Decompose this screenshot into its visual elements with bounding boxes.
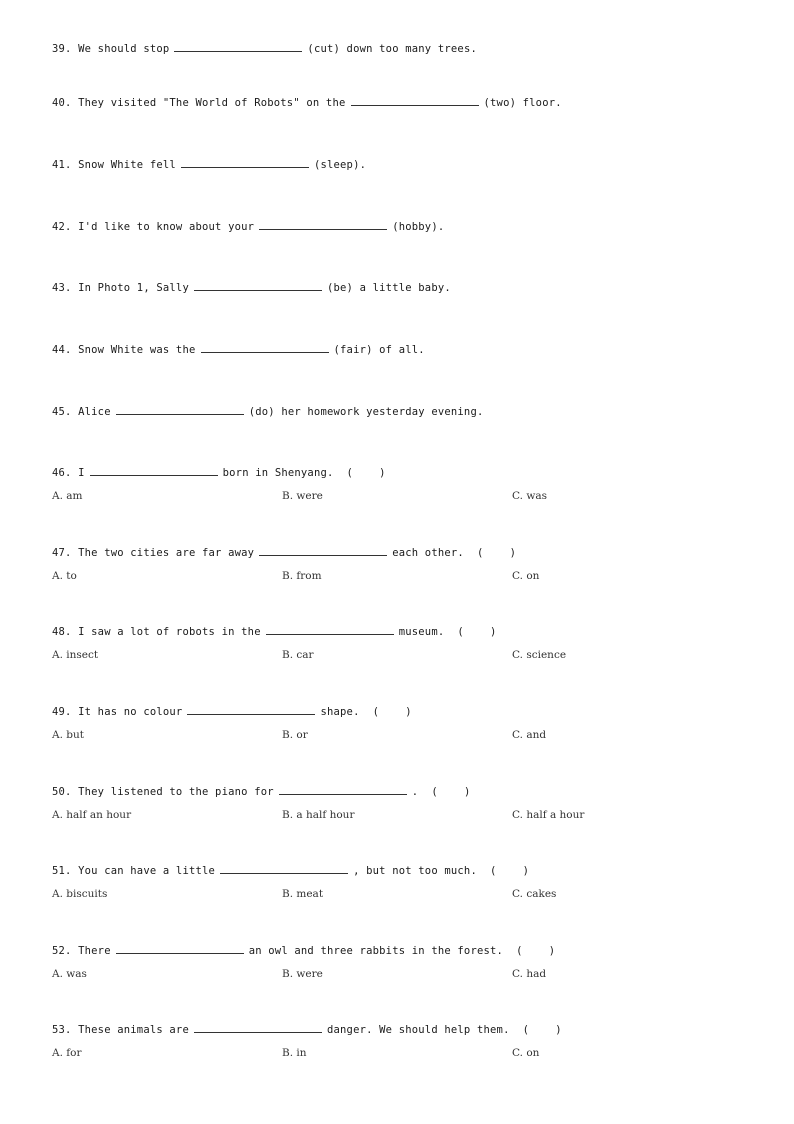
answer-blank[interactable] (351, 94, 479, 106)
answer-blank[interactable] (174, 40, 302, 52)
answer-blank[interactable] (116, 942, 244, 954)
question-44: 44. Snow White was the (fair) of all. (52, 341, 425, 357)
answer-blank[interactable] (187, 703, 315, 715)
option-b[interactable]: B. a half hour (282, 809, 355, 821)
options-52 (52, 968, 752, 982)
answer-blank[interactable] (279, 783, 407, 795)
option-b[interactable]: B. were (282, 968, 323, 980)
question-50: 50. They listened to the piano for . ( ) (52, 783, 470, 799)
option-a[interactable]: A. for (52, 1047, 82, 1059)
question-46: 46. I born in Shenyang. ( ) (52, 464, 386, 480)
question-51: 51. You can have a little , but not too much. ( ) (52, 862, 529, 878)
answer-blank[interactable] (194, 279, 322, 291)
option-a[interactable]: A. biscuits (52, 888, 108, 900)
options-47 (52, 570, 752, 584)
option-a[interactable]: A. am (52, 490, 83, 502)
question-48: 48. I saw a lot of robots in the museum. ( ) (52, 623, 497, 639)
answer-blank[interactable] (194, 1021, 322, 1033)
question-52: 52. There an owl and three rabbits in the forest. ( ) (52, 942, 555, 958)
question-43: 43. In Photo 1, Sally (be) a little baby. (52, 279, 451, 295)
answer-blank[interactable] (259, 544, 387, 556)
answer-blank[interactable] (116, 403, 244, 415)
option-c[interactable]: C. and (512, 729, 547, 741)
option-b[interactable]: B. or (282, 729, 308, 741)
option-c[interactable]: C. cakes (512, 888, 557, 900)
option-b[interactable]: B. in (282, 1047, 307, 1059)
option-c[interactable]: C. had (512, 968, 547, 980)
option-b[interactable]: B. from (282, 570, 322, 582)
option-a[interactable]: A. to (52, 570, 77, 582)
answer-blank[interactable] (266, 623, 394, 635)
answer-blank[interactable] (90, 464, 218, 476)
options-49 (52, 729, 752, 743)
option-a[interactable]: A. was (52, 968, 87, 980)
question-49: 49. It has no colour shape. ( ) (52, 703, 412, 719)
option-c[interactable]: C. on (512, 570, 540, 582)
option-c[interactable]: C. science (512, 649, 567, 661)
answer-blank[interactable] (201, 341, 329, 353)
question-40: 40. They visited "The World of Robots" on the (two) floor. (52, 94, 562, 110)
answer-blank[interactable] (220, 862, 348, 874)
question-45: 45. Alice (do) her homework yesterday evening. (52, 403, 484, 419)
option-b[interactable]: B. car (282, 649, 314, 661)
question-41: 41. Snow White fell (sleep). (52, 156, 366, 172)
answer-blank[interactable] (181, 156, 309, 168)
option-c[interactable]: C. was (512, 490, 547, 502)
question-53: 53. These animals are danger. We should help them. ( ) (52, 1021, 562, 1037)
question-47: 47. The two cities are far away each other. ( ) (52, 544, 516, 560)
answer-blank[interactable] (259, 218, 387, 230)
option-a[interactable]: A. but (52, 729, 84, 741)
option-b[interactable]: B. were (282, 490, 323, 502)
options-48 (52, 649, 752, 663)
question-39: 39. We should stop (cut) down too many trees. (52, 40, 477, 56)
option-c[interactable]: C. half a hour (512, 809, 585, 821)
option-a[interactable]: A. half an hour (52, 809, 132, 821)
options-53 (52, 1047, 752, 1061)
options-46 (52, 490, 752, 504)
option-a[interactable]: A. insect (52, 649, 99, 661)
option-c[interactable]: C. on (512, 1047, 540, 1059)
options-50 (52, 809, 752, 823)
options-51 (52, 888, 752, 902)
option-b[interactable]: B. meat (282, 888, 324, 900)
question-42: 42. I'd like to know about your (hobby). (52, 218, 444, 234)
